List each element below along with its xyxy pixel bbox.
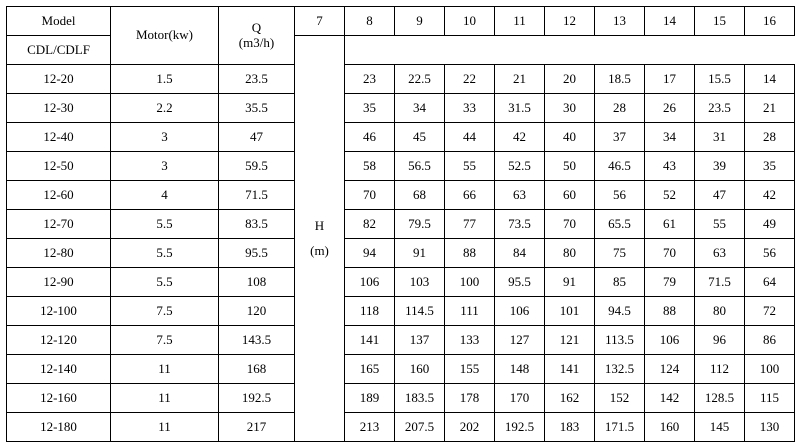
cell-head-value: 95.5 — [219, 239, 295, 268]
cell-model: 12-40 — [7, 123, 111, 152]
cell-head-value: 33 — [445, 94, 495, 123]
cell-head-value: 71.5 — [219, 181, 295, 210]
cell-head-value: 58 — [345, 152, 395, 181]
cell-head-value: 141 — [345, 326, 395, 355]
header-flow-column: 8 — [345, 7, 395, 36]
cell-head-value: 31.5 — [495, 94, 545, 123]
cell-head-value: 34 — [395, 94, 445, 123]
cell-model: 12-80 — [7, 239, 111, 268]
cell-head-value: 82 — [345, 210, 395, 239]
table-row — [7, 239, 795, 268]
table-row — [7, 413, 795, 442]
cell-head-value: 56.5 — [395, 152, 445, 181]
cell-head-value: 21 — [495, 65, 545, 94]
cell-head-value: 101 — [545, 297, 595, 326]
cell-head-value: 133 — [445, 326, 495, 355]
cell-head-value: 75 — [595, 239, 645, 268]
header-model-series: CDL/CDLF — [7, 36, 111, 65]
header-flow-column: 13 — [595, 7, 645, 36]
cell-head-value: 71.5 — [695, 268, 745, 297]
header-flow-column: 12 — [545, 7, 595, 36]
cell-head-value: 28 — [745, 123, 795, 152]
cell-head-value: 100 — [445, 268, 495, 297]
cell-head-value: 56 — [595, 181, 645, 210]
header-flow-column: 7 — [295, 7, 345, 36]
cell-head-value: 183 — [545, 413, 595, 442]
table-row — [7, 297, 795, 326]
cell-head-value: 42 — [495, 123, 545, 152]
table-row — [7, 355, 795, 384]
cell-head-value: 60 — [545, 181, 595, 210]
cell-head-value: 23.5 — [695, 94, 745, 123]
cell-head-value: 35.5 — [219, 94, 295, 123]
cell-head-value: 183.5 — [395, 384, 445, 413]
cell-motor-power: 11 — [111, 413, 219, 442]
cell-motor-power: 5.5 — [111, 210, 219, 239]
cell-head-value: 127 — [495, 326, 545, 355]
cell-motor-power: 11 — [111, 384, 219, 413]
cell-head-value: 64 — [745, 268, 795, 297]
table-row — [7, 65, 795, 94]
cell-head-value: 61 — [645, 210, 695, 239]
cell-head-value: 155 — [445, 355, 495, 384]
cell-head-value: 39 — [695, 152, 745, 181]
cell-head-value: 44 — [445, 123, 495, 152]
cell-head-value: 108 — [219, 268, 295, 297]
cell-head-value: 72 — [745, 297, 795, 326]
cell-head-value: 171.5 — [595, 413, 645, 442]
cell-head-value: 79.5 — [395, 210, 445, 239]
table-row — [7, 210, 795, 239]
cell-head-value: 55 — [695, 210, 745, 239]
cell-head-value: 96 — [695, 326, 745, 355]
table-row — [7, 94, 795, 123]
cell-model: 12-160 — [7, 384, 111, 413]
header-motor-power: Motor(kw) — [111, 7, 219, 65]
cell-head-value: 43 — [645, 152, 695, 181]
cell-head-value: 160 — [645, 413, 695, 442]
cell-head-value: 52.5 — [495, 152, 545, 181]
cell-head-value: 63 — [495, 181, 545, 210]
cell-head-value: 22 — [445, 65, 495, 94]
cell-head-value: 63 — [695, 239, 745, 268]
cell-model: 12-90 — [7, 268, 111, 297]
table-row — [7, 152, 795, 181]
cell-head-value: 34 — [645, 123, 695, 152]
cell-head-value: 88 — [445, 239, 495, 268]
cell-head-value: 118 — [345, 297, 395, 326]
cell-head-value: 45 — [395, 123, 445, 152]
cell-head-value: 88 — [645, 297, 695, 326]
cell-head-value: 66 — [445, 181, 495, 210]
cell-motor-power: 2.2 — [111, 94, 219, 123]
cell-head-value: 55 — [445, 152, 495, 181]
cell-head-value: 141 — [545, 355, 595, 384]
cell-model: 12-140 — [7, 355, 111, 384]
cell-head-value: 192.5 — [495, 413, 545, 442]
cell-head-value: 46 — [345, 123, 395, 152]
table-row — [7, 326, 795, 355]
header-flow-column: 9 — [395, 7, 445, 36]
header-flow-symbol: Q — [251, 19, 262, 35]
cell-head-value: 213 — [345, 413, 395, 442]
cell-head-value: 148 — [495, 355, 545, 384]
pump-performance-table — [6, 6, 795, 442]
cell-head-value: 165 — [345, 355, 395, 384]
cell-head-value: 132.5 — [595, 355, 645, 384]
cell-model: 12-50 — [7, 152, 111, 181]
cell-head-value: 35 — [345, 94, 395, 123]
cell-head-value: 114.5 — [395, 297, 445, 326]
cell-head-value: 217 — [219, 413, 295, 442]
cell-head-value: 14 — [745, 65, 795, 94]
cell-head-value: 106 — [645, 326, 695, 355]
cell-model: 12-120 — [7, 326, 111, 355]
cell-head-value: 202 — [445, 413, 495, 442]
cell-head-value: 21 — [745, 94, 795, 123]
cell-head-value: 15.5 — [695, 65, 745, 94]
cell-head-value: 31 — [695, 123, 745, 152]
cell-head-value: 30 — [545, 94, 595, 123]
cell-head-value: 95.5 — [495, 268, 545, 297]
cell-head-value: 130 — [745, 413, 795, 442]
table-row — [7, 268, 795, 297]
cell-model: 12-30 — [7, 94, 111, 123]
cell-head-value: 50 — [545, 152, 595, 181]
header-flow-column: 10 — [445, 7, 495, 36]
cell-head-value: 65.5 — [595, 210, 645, 239]
cell-model: 12-100 — [7, 297, 111, 326]
cell-motor-power: 7.5 — [111, 297, 219, 326]
cell-head-value: 91 — [545, 268, 595, 297]
header-model-title: Model — [7, 7, 111, 36]
cell-head-value: 145 — [695, 413, 745, 442]
cell-head-value: 80 — [695, 297, 745, 326]
cell-head-value: 115 — [745, 384, 795, 413]
cell-head-value: 143.5 — [219, 326, 295, 355]
cell-head-value: 59.5 — [219, 152, 295, 181]
cell-head-value: 207.5 — [395, 413, 445, 442]
cell-motor-power: 3 — [111, 123, 219, 152]
cell-head-value: 80 — [545, 239, 595, 268]
cell-head-value: 26 — [645, 94, 695, 123]
header-flow-column: 11 — [495, 7, 545, 36]
table-row — [7, 384, 795, 413]
cell-head-value: 47 — [219, 123, 295, 152]
cell-head-value: 40 — [545, 123, 595, 152]
cell-motor-power: 3 — [111, 152, 219, 181]
cell-head-value: 113.5 — [595, 326, 645, 355]
cell-head-value: 77 — [445, 210, 495, 239]
cell-head-value: 70 — [545, 210, 595, 239]
cell-head-value: 94 — [345, 239, 395, 268]
table-row — [7, 181, 795, 210]
cell-head-value: 83.5 — [219, 210, 295, 239]
table-row — [7, 123, 795, 152]
cell-model: 12-20 — [7, 65, 111, 94]
cell-head-value: 23.5 — [219, 65, 295, 94]
cell-head-value: 28 — [595, 94, 645, 123]
header-head-meters: (m) — [310, 242, 329, 258]
cell-motor-power: 7.5 — [111, 326, 219, 355]
cell-motor-power: 1.5 — [111, 65, 219, 94]
header-flow-column: 15 — [695, 7, 745, 36]
table-header-row-top — [7, 7, 795, 36]
cell-head-value: 106 — [495, 297, 545, 326]
cell-head-value: 94.5 — [595, 297, 645, 326]
cell-head-value: 162 — [545, 384, 595, 413]
cell-head-value: 79 — [645, 268, 695, 297]
cell-head-value: 86 — [745, 326, 795, 355]
cell-head-value: 52 — [645, 181, 695, 210]
cell-head-value: 170 — [495, 384, 545, 413]
cell-model: 12-180 — [7, 413, 111, 442]
cell-head-value: 121 — [545, 326, 595, 355]
header-flow-rate — [219, 7, 295, 65]
cell-head-value: 152 — [595, 384, 645, 413]
cell-head-value: 142 — [645, 384, 695, 413]
header-flow-unit: (m3/h) — [238, 34, 275, 50]
cell-head-value: 20 — [545, 65, 595, 94]
cell-head-value: 189 — [345, 384, 395, 413]
cell-head-value: 124 — [645, 355, 695, 384]
cell-head-value: 128.5 — [695, 384, 745, 413]
cell-head-value: 37 — [595, 123, 645, 152]
header-head-symbol: H — [314, 217, 325, 233]
cell-head-value: 18.5 — [595, 65, 645, 94]
cell-head-value: 68 — [395, 181, 445, 210]
cell-head-value: 168 — [219, 355, 295, 384]
header-head-unit — [295, 36, 345, 442]
cell-motor-power: 5.5 — [111, 239, 219, 268]
cell-model: 12-70 — [7, 210, 111, 239]
header-flow-column: 14 — [645, 7, 695, 36]
cell-head-value: 85 — [595, 268, 645, 297]
cell-head-value: 56 — [745, 239, 795, 268]
cell-head-value: 42 — [745, 181, 795, 210]
cell-head-value: 111 — [445, 297, 495, 326]
cell-motor-power: 4 — [111, 181, 219, 210]
cell-head-value: 112 — [695, 355, 745, 384]
cell-head-value: 84 — [495, 239, 545, 268]
cell-head-value: 100 — [745, 355, 795, 384]
cell-head-value: 70 — [345, 181, 395, 210]
cell-motor-power: 5.5 — [111, 268, 219, 297]
cell-head-value: 47 — [695, 181, 745, 210]
cell-head-value: 23 — [345, 65, 395, 94]
cell-head-value: 73.5 — [495, 210, 545, 239]
cell-head-value: 192.5 — [219, 384, 295, 413]
cell-head-value: 178 — [445, 384, 495, 413]
cell-head-value: 35 — [745, 152, 795, 181]
cell-head-value: 70 — [645, 239, 695, 268]
cell-head-value: 17 — [645, 65, 695, 94]
cell-head-value: 91 — [395, 239, 445, 268]
cell-motor-power: 11 — [111, 355, 219, 384]
header-flow-column: 16 — [745, 7, 795, 36]
cell-head-value: 22.5 — [395, 65, 445, 94]
cell-head-value: 106 — [345, 268, 395, 297]
cell-head-value: 160 — [395, 355, 445, 384]
cell-head-value: 103 — [395, 268, 445, 297]
cell-head-value: 137 — [395, 326, 445, 355]
cell-head-value: 46.5 — [595, 152, 645, 181]
cell-model: 12-60 — [7, 181, 111, 210]
cell-head-value: 49 — [745, 210, 795, 239]
cell-head-value: 120 — [219, 297, 295, 326]
